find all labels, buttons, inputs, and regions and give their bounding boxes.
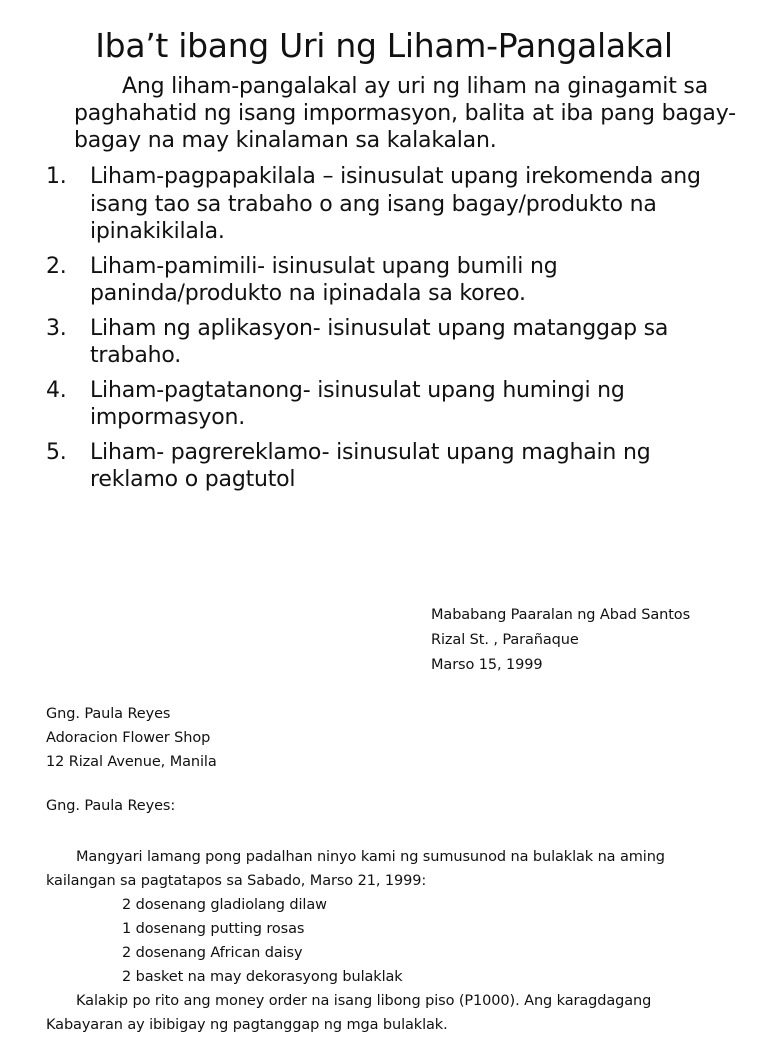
list-item [46,163,736,246]
list-item-number: 5. [46,439,67,465]
list-item [46,439,736,494]
list-item-number: 2. [46,253,67,279]
sender-school: Mababang Paaralan ng Abad Santos [431,607,691,623]
closing-line: Kalakip po rito ang money order na isang libong piso (P1000). Ang karagdagang [76,993,652,1009]
closing-line: Kabayaran ay ibibigay ng pagtanggap ng mga bulaklak. [46,1017,448,1033]
list-item-text: Liham-pamimili- isinusulat upang bumili ng paninda/produkto na ipinadala sa koreo. [90,253,558,306]
list-item [46,377,736,432]
list-item [46,253,736,308]
order-items-list [122,893,403,989]
body-line: kailangan sa pagtatapos sa Sabado, Marso 21, 1999: [46,873,427,889]
recipient-name: Gng. Paula Reyes [46,706,171,722]
recipient-company: Adoracion Flower Shop [46,730,211,746]
order-item: 2 dosenang gladiolang dilaw [122,897,327,913]
letter-salutation: Gng. Paula Reyes: [46,798,176,814]
body-line: Mangyari lamang pong padalhan ninyo kami ng sumusunod na bulaklak na aming [76,849,665,865]
letter-body-paragraph [46,845,746,893]
order-item: 1 dosenang putting rosas [122,921,305,937]
intro-paragraph: Ang liham-pangalakal ay uri ng liham na ginagamit sa paghahatid ng isang impormasyon, balita at iba pang bagay-bagay na may kinalaman sa kalakalan. [74,74,736,153]
list-item-text: Liham-pagtatanong- isinusulat upang humingi ng impormasyon. [90,377,625,430]
list-item-number: 1. [46,164,67,189]
order-item: 2 dosenang African daisy [122,945,303,961]
list-item [46,315,736,370]
sender-block [431,603,690,678]
list-item-text: Liham- pagrereklamo- isinusulat upang maghain ng reklamo o pagtutol [90,439,651,492]
letter-types-list [46,163,736,501]
list-item-number: 4. [46,377,67,403]
list-item-number: 3. [46,315,67,341]
letter-date: Marso 15, 1999 [431,657,543,673]
order-item: 2 basket na may dekorasyong bulaklak [122,969,403,985]
letter-closing-paragraph [46,989,756,1037]
sender-address: Rizal St. , Parañaque [431,632,579,648]
recipient-address: 12 Rizal Avenue, Manila [46,754,217,770]
recipient-block [46,702,217,774]
page-title: Iba’t ibang Uri ng Liham-Pangalakal [95,26,673,65]
list-item-text: Liham ng aplikasyon- isinusulat upang matanggap sa trabaho. [90,315,669,368]
list-item-text: Liham-pagpapakilala – isinusulat upang irekomenda ang isang tao sa trabaho o ang isang bagay/produkto na ipinakikilala. [90,164,701,244]
